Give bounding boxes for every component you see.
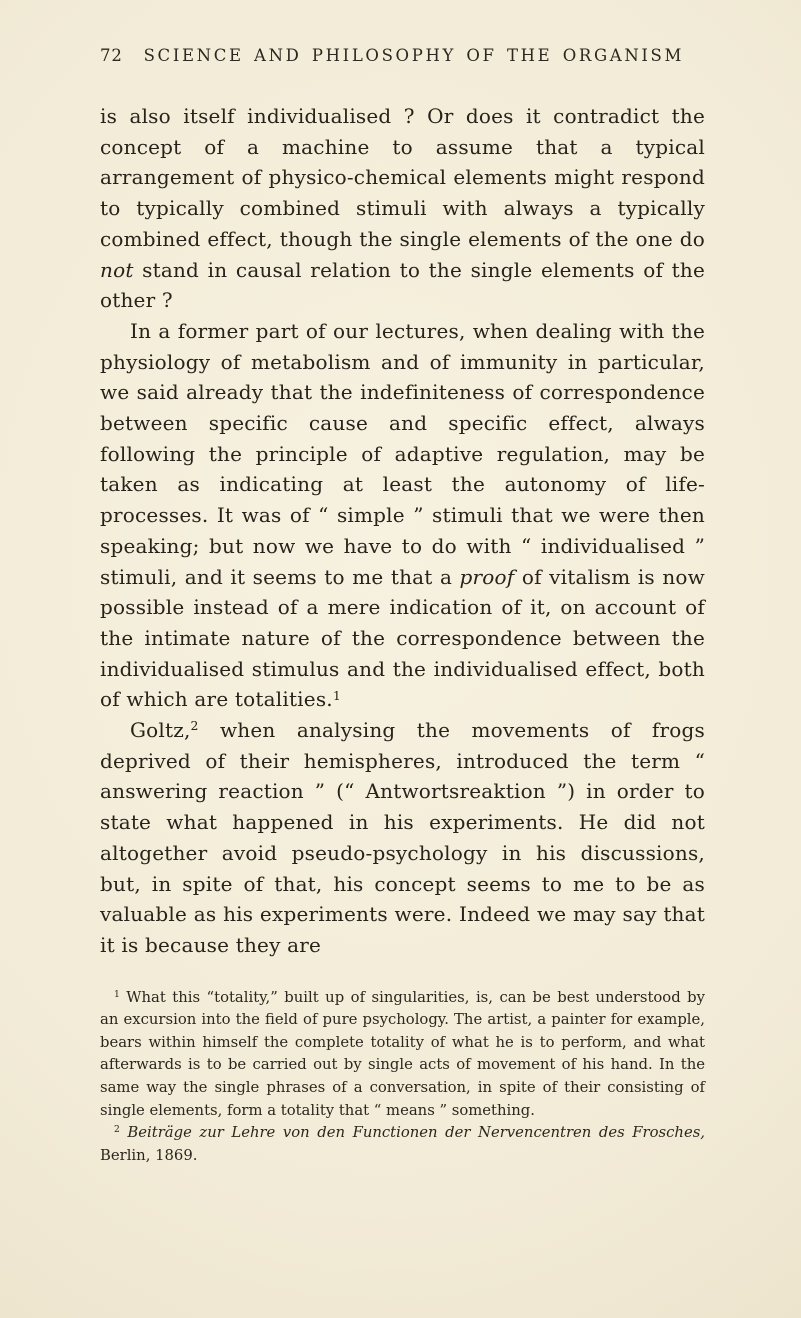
body-text [100, 101, 705, 961]
footnote-1 [100, 987, 705, 1123]
paragraph-continuation [100, 101, 705, 316]
running-title: SCIENCE AND PHILOSOPHY OF THE ORGANISM [143, 46, 685, 65]
paragraph-3 [100, 715, 705, 961]
paragraph-2 [100, 316, 705, 715]
text-run: is also itself individualised ? Or does it contradict the concept of a machine to assume that a typical arrangement of physico-chemical elements might respond to typically combined stimuli with always a typically combined effect, though the single elements of the one do [100, 104, 705, 251]
footnote-marker: 1 [332, 687, 341, 703]
page-header [100, 46, 705, 65]
text-run: Berlin, 1869. [100, 1146, 198, 1164]
text-run: of vitalism is now possible instead of a mere indication of it, on account of the intimate nature of the correspondence between the individualised stimulus and the individualised effect, both of which are totalities. [100, 564, 705, 712]
footnote-marker: 2 [190, 718, 199, 734]
text-run: Goltz, [130, 718, 191, 743]
text-run: stand in causal relation to the single elements of the other ? [100, 257, 705, 313]
text-run: What this “totality,” built up of singularities, is, can be best understood by an excursion into the field of pure psychology. The artist, a painter for example, bears within himself the complete totality of what he is to perform, and what afterwards is to be carried out by single acts of movement of his hand. In the same way the single phrases of a conversation, in spite of their consisting of single elements, form a totality that “ means ” something. [100, 988, 705, 1119]
footnote-2 [100, 1122, 705, 1167]
text-run: when analysing the movements of frogs deprived of their hemispheres, introduced the term “ answering reaction ” (“ Antwortsreaktion ”) in order to state what happened in his experiments. He did not altogether avoid pseudo-psychology in his discussions, but, in spite of that, his concept seems to me to be as valuable as his experiments were. Indeed we may say that it is because they are [100, 718, 705, 957]
text-run: In a former part of our lectures, when dealing with the physiology of metabolism and of immunity in particular, we said already that the indefiniteness of correspondence between specific cause and specific effect, always following the principle of adaptive regulation, may be taken as indicating at least the autonomy of life-processes. It was of “ simple ” stimuli that we were then speaking; but now we have to do with “ individualised ” stimuli, and it seems to me that a [100, 318, 705, 589]
footnote-marker: 1 [114, 988, 120, 1000]
text-run: Beiträge zur Lehre von den Functionen der Nervencentren des Frosches, [119, 1124, 705, 1142]
footnote-marker: 2 [114, 1124, 120, 1136]
page-number: 72 [100, 46, 123, 65]
text-run: not [100, 257, 134, 282]
footnotes [100, 987, 705, 1168]
text-run: proof [459, 564, 515, 589]
